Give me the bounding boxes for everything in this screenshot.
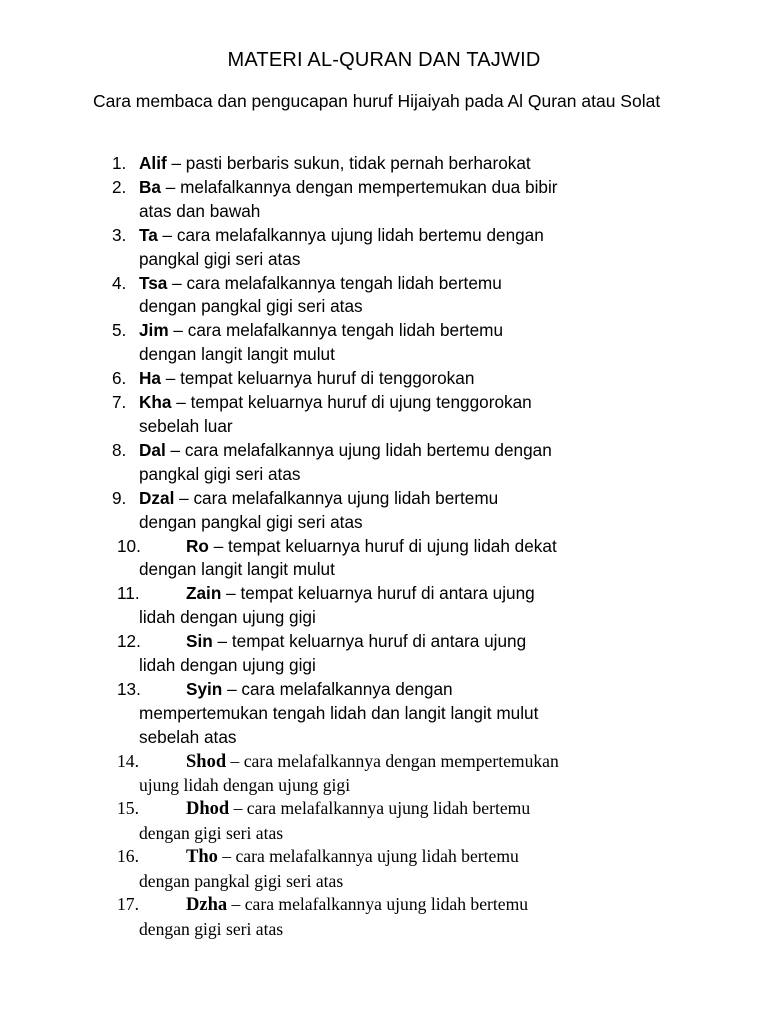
list-item-syin xyxy=(0,678,560,750)
item-number: 5. xyxy=(112,320,127,341)
item-number: 10. xyxy=(117,535,141,556)
item-number: 12. xyxy=(117,631,141,652)
intro-paragraph: Cara membaca dan pengucapan huruf Hijaiyah pada Al Quran atau Solat xyxy=(93,91,661,111)
item-number: 15. xyxy=(117,798,139,819)
item-description: – tempat keluarnya huruf di ujung tenggorokan sebelah luar xyxy=(139,392,532,436)
item-number: 3. xyxy=(112,224,127,245)
item-term: Dal xyxy=(139,439,166,460)
item-description: – tempat keluarnya huruf di antara ujung lidah dengan ujung gigi xyxy=(139,631,527,676)
item-number: 16. xyxy=(117,846,139,867)
item-term: Kha xyxy=(139,392,172,413)
list-item-shod xyxy=(0,750,560,798)
item-term: Alif xyxy=(139,153,167,173)
list-item-ba xyxy=(0,176,560,224)
page-title: MATERI AL-QURAN DAN TAJWID xyxy=(227,49,541,71)
item-description: – cara melafalkannya ujung lidah bertemu dengan pangkal gigi seri atas xyxy=(139,224,544,269)
item-description: – tempat keluarnya huruf di antara ujung lidah dengan ujung gigi xyxy=(139,583,535,628)
list-item-tsa xyxy=(0,272,560,320)
item-description: – pasti berbaris sukun, tidak pernah berharokat xyxy=(166,153,531,173)
item-description: – cara melafalkannya ujung lidah bertemu dengan pangkal gigi seri atas xyxy=(139,487,499,532)
item-term: Dzal xyxy=(139,487,175,508)
list-item-jim xyxy=(0,319,560,367)
item-term: Syin xyxy=(186,678,223,699)
item-number: 4. xyxy=(112,272,127,293)
item-number: 17. xyxy=(117,894,139,915)
item-body xyxy=(139,750,560,798)
item-description: – cara melafalkannya tengah lidah bertemu dengan langit langit mulut xyxy=(139,320,504,365)
item-number: 13. xyxy=(117,678,141,699)
list-item-zain xyxy=(0,582,560,630)
item-description: – tempat keluarnya huruf di tenggorokan xyxy=(160,368,475,389)
item-number: 1. xyxy=(112,153,127,173)
item-body xyxy=(139,582,560,630)
item-body xyxy=(139,845,560,893)
item-number: 9. xyxy=(112,487,127,508)
item-body xyxy=(139,630,560,678)
list-item-dzal xyxy=(0,487,560,535)
item-body xyxy=(139,152,560,176)
list-item-ta xyxy=(0,224,560,272)
item-body xyxy=(139,176,560,224)
item-body xyxy=(139,319,560,367)
list-item-kha xyxy=(0,391,560,439)
item-description: – tempat keluarnya huruf di ujung lidah dekat dengan langit langit mulut xyxy=(139,535,557,580)
list-item-dzha xyxy=(0,893,560,941)
list-item-alif xyxy=(0,152,560,176)
list-item-tho xyxy=(0,845,560,893)
item-description: – melafalkannya dengan mempertemukan dua bibir atas dan bawah xyxy=(139,176,558,221)
item-body xyxy=(139,797,560,845)
item-description: – cara melafalkannya ujung lidah bertemu dengan pangkal gigi seri atas xyxy=(139,846,519,891)
item-description: – cara melafalkannya ujung lidah bertemu dengan gigi seri atas xyxy=(139,894,529,939)
item-term: Ha xyxy=(139,368,161,389)
item-number: 7. xyxy=(112,392,127,413)
item-body xyxy=(139,224,560,272)
list-item-sin xyxy=(0,630,560,678)
item-term: Dzha xyxy=(186,895,228,916)
letter-list xyxy=(0,152,768,941)
item-description: – cara melafalkannya ujung lidah bertemu dengan pangkal gigi seri atas xyxy=(139,439,552,484)
list-item-dal xyxy=(0,439,560,487)
item-body xyxy=(139,678,560,750)
item-description: – cara melafalkannya dengan mempertemukan tengah lidah dan langit langit mulut sebelah atas xyxy=(139,678,539,747)
item-description: – cara melafalkannya dengan mempertemukan ujung lidah dengan ujung gigi xyxy=(139,750,559,796)
item-body xyxy=(139,487,560,535)
item-body xyxy=(139,391,560,439)
item-term: Ro xyxy=(186,535,209,556)
list-item-ro xyxy=(0,535,560,583)
item-body xyxy=(139,535,560,583)
item-body xyxy=(139,439,560,487)
item-term: Tsa xyxy=(139,272,168,293)
item-number: 8. xyxy=(112,439,127,460)
item-term: Dhod xyxy=(186,799,230,820)
item-term: Ba xyxy=(139,176,161,197)
item-body xyxy=(139,272,560,320)
item-number: 11. xyxy=(117,583,140,604)
item-term: Sin xyxy=(186,631,213,652)
list-item-dhod xyxy=(0,797,560,845)
item-term: Shod xyxy=(186,751,227,772)
list-item-ha xyxy=(0,367,560,391)
item-term: Ta xyxy=(139,224,158,245)
item-term: Jim xyxy=(139,320,169,341)
item-body xyxy=(139,893,560,941)
item-term: Zain xyxy=(186,583,222,604)
item-body xyxy=(139,367,560,391)
item-description: – cara melafalkannya ujung lidah bertemu dengan gigi seri atas xyxy=(139,798,531,843)
item-number: 6. xyxy=(112,368,127,389)
item-number: 14. xyxy=(117,750,139,771)
item-number: 2. xyxy=(112,176,127,197)
item-term: Tho xyxy=(186,847,218,868)
item-description: – cara melafalkannya tengah lidah bertemu dengan pangkal gigi seri atas xyxy=(139,272,502,317)
